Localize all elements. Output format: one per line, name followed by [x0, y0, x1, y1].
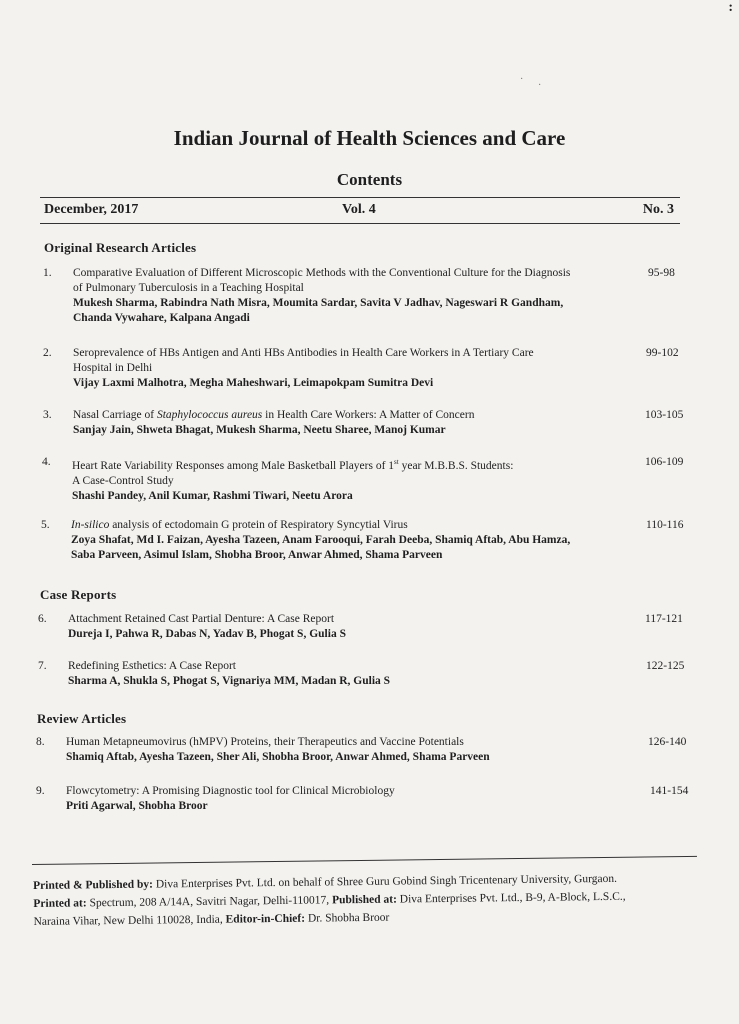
entry-title: Flowcytometry: A Promising Diagnostic tool for Clinical Microbiology: [66, 785, 395, 797]
issue-date: December, 2017: [44, 202, 139, 217]
entry-title: of Pulmonary Tuberculosis in a Teaching Hospital: [73, 282, 304, 294]
entry-pages: 126-140: [648, 736, 687, 748]
entry-title: Seroprevalence of HBs Antigen and Anti HBs Antibodies in Health Care Workers in A Tertiary Care: [73, 347, 534, 359]
entry-body: [66, 784, 636, 814]
entry-title-part: Heart Rate Variability Responses among Male Basketball Players of 1: [72, 459, 395, 472]
top-rule: [40, 197, 680, 198]
entry-pages: 122-125: [646, 660, 685, 672]
scan-speck: ·: [520, 74, 524, 85]
entry-title: Attachment Retained Cast Partial Denture: A Case Report: [68, 613, 335, 625]
section-heading-review: Review Articles: [37, 711, 127, 726]
entry-authors: Shamiq Aftab, Ayesha Tazeen, Sher Ali, Shobha Broor, Anwar Ahmed, Shama Parveen: [66, 751, 490, 763]
footer-text: Spectrum, 208 A/14A, Savitri Nagar, Delhi-110017,: [86, 894, 333, 910]
entry-title-sup: st: [394, 458, 399, 466]
entry-pages: 99-102: [646, 347, 679, 359]
section-heading-original: Original Research Articles: [44, 240, 197, 255]
entry-title: Hospital in Delhi: [73, 362, 153, 374]
entry-number: 9.: [36, 785, 45, 797]
entry-body: [66, 735, 636, 765]
entry-title-part: in Health Care Workers: A Matter of Concern: [262, 409, 475, 421]
entry-authors: Sharma A, Shukla S, Phogat S, Vignariya MM, Madan R, Gulia S: [68, 675, 391, 687]
entry-pages: 103-105: [645, 409, 684, 421]
entry-title: Comparative Evaluation of Different Microscopic Methods with the Conventional Culture for the Diagnosis: [73, 267, 571, 279]
entry-authors: Mukesh Sharma, Rabindra Nath Misra, Moumita Sardar, Savita V Jadhav, Nageswari R Gandham,: [73, 297, 564, 309]
journal-title: Indian Journal of Health Sciences and Care: [173, 126, 566, 150]
entry-body: [68, 659, 638, 689]
entry-title-part: year M.B.B.S. Students:: [398, 459, 514, 472]
entry-pages: 106-109: [645, 456, 684, 468]
publication-footer: [33, 869, 706, 931]
entry-body: [72, 455, 642, 504]
entry-body: [73, 346, 643, 391]
entry-title: [73, 408, 643, 423]
footer-label: Editor-in-Chief:: [225, 912, 306, 926]
entry-title-part: Nasal Carriage of: [73, 409, 157, 421]
entry-authors: Priti Agarwal, Shobha Broor: [66, 800, 208, 812]
entry-title-italic: Staphylococcus aureus: [156, 409, 263, 421]
entry-authors: Sanjay Jain, Shweta Bhagat, Mukesh Sharma, Neetu Sharee, Manoj Kumar: [73, 424, 446, 436]
entry-pages: 95-98: [648, 267, 675, 279]
entry-pages: 110-116: [646, 519, 684, 531]
entry-number: 1.: [43, 267, 52, 279]
footer-label: Printed & Published by:: [33, 878, 153, 892]
entry-pages: 141-154: [650, 785, 689, 797]
entry-number: 5.: [41, 519, 50, 531]
entry-authors: Dureja I, Pahwa R, Dabas N, Yadav B, Phogat S, Gulia S: [68, 628, 346, 640]
entry-title-italic: In-silico: [71, 519, 110, 531]
issue-volume: Vol. 4: [342, 202, 376, 217]
entry-pages: 117-121: [645, 613, 683, 625]
section-heading-case-reports: Case Reports: [40, 587, 117, 602]
entry-number: 2.: [43, 347, 52, 359]
entry-authors: Shashi Pandey, Anil Kumar, Rashmi Tiwari, Neetu Arora: [72, 489, 353, 502]
entry-title: A Case-Control Study: [72, 474, 174, 487]
entry-body: [68, 612, 638, 642]
issue-number: No. 3: [642, 202, 674, 217]
entry-title: [71, 518, 641, 533]
scan-speck: ·: [538, 80, 542, 91]
corner-mark: :: [728, 0, 733, 15]
entry-body: [71, 518, 641, 563]
entry-authors: Vijay Laxmi Malhotra, Megha Maheshwari, Leimapokpam Sumitra Devi: [73, 377, 434, 389]
footer-text: Diva Enterprises Pvt. Ltd., B-9, A-Block, L.S.C.,: [396, 890, 626, 906]
footer-label: Printed at:: [33, 897, 87, 910]
footer-text: Diva Enterprises Pvt. Ltd. on behalf of Shree Guru Gobind Singh Tricentenary University, Gurgaon.: [152, 872, 618, 891]
entry-title: [72, 455, 642, 474]
entry-number: 7.: [38, 660, 47, 672]
contents-heading: Contents: [336, 170, 403, 189]
entry-number: 4.: [42, 456, 51, 468]
entry-title: Human Metapneumovirus (hMPV) Proteins, their Therapeutics and Vaccine Potentials: [66, 736, 464, 748]
footer-text: Dr. Shobha Broor: [304, 911, 390, 925]
entry-body: [73, 266, 643, 326]
entry-authors: Chanda Vywahare, Kalpana Angadi: [73, 312, 250, 324]
entry-title-part: analysis of ectodomain G protein of Respiratory Syncytial Virus: [109, 519, 408, 531]
entry-authors: Saba Parveen, Asimul Islam, Shobha Broor, Anwar Ahmed, Shama Parveen: [71, 549, 443, 561]
entry-authors: Zoya Shafat, Md I. Faizan, Ayesha Tazeen, Anam Farooqui, Farah Deeba, Shamiq Aftab, Abu Hamza,: [71, 534, 571, 546]
entry-number: 6.: [38, 613, 47, 625]
footer-rule: [32, 856, 697, 865]
issue-rule: [40, 223, 680, 224]
entry-number: 8.: [36, 736, 45, 748]
entry-body: [73, 408, 643, 438]
entry-number: 3.: [43, 409, 52, 421]
entry-title: Redefining Esthetics: A Case Report: [68, 660, 237, 672]
footer-label: Published at:: [331, 893, 397, 907]
footer-text: Naraina Vihar, New Delhi 110028, India,: [33, 913, 226, 928]
